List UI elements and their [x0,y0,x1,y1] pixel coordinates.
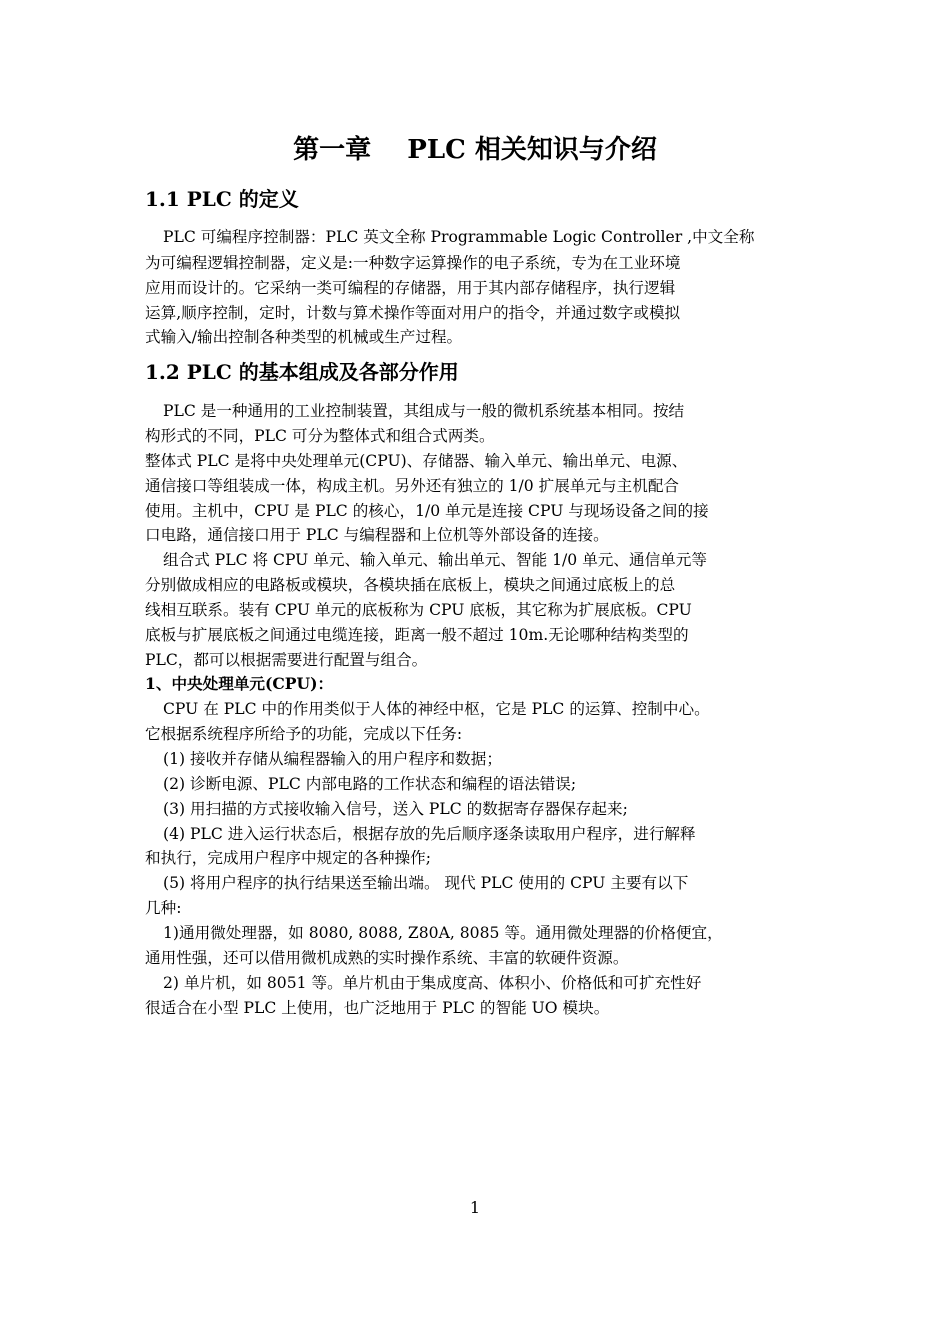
section-heading-definition: 1.1 PLC 的定义 [145,187,299,211]
section-heading-composition: 1.2 PLC 的基本组成及各部分作用 [145,360,459,384]
list-item: (3) 用扫描的方式接收输入信号，送入 PLC 的数据寄存器保存起来; [163,800,628,818]
list-item: 1)通用微处理器，如 8080, 8088, Z80A, 8085 等。通用微处理器的价格便宜， [163,924,723,942]
paragraph-line: 整体式 PLC 是将中央处理单元(CPU)、存储器、输入单元、输出单元、电源、 [145,452,688,470]
paragraph-line: CPU 在 PLC 中的作用类似于人体的神经中枢，它是 PLC 的运算、控制中心。 [163,700,710,718]
paragraph-line: 运算,顺序控制，定时，计数与算术操作等面对用户的指令，并通过数字或模拟 [145,304,681,322]
paragraph-line: 通用性强，还可以借用微机成熟的实时操作系统、丰富的软硬件资源。 [145,949,629,967]
paragraph-line: 它根据系统程序所给予的功能，完成以下任务: [145,725,463,743]
paragraph-line: 通信接口等组装成一体，构成主机。另外还有独立的 1/0 扩展单元与主机配合 [145,477,680,495]
paragraph-line: 口电路，通信接口用于 PLC 与编程器和上位机等外部设备的连接。 [145,526,609,544]
paragraph-line: 底板与扩展底板之间通过电缆连接，距离一般不超过 10m.无论哪种结构类型的 [145,626,689,644]
paragraph-line: 应用而设计的。它采纳一类可编程的存储器，用于其内部存储程序，执行逻辑 [145,279,676,297]
paragraph-line: 式输入/输出控制各种类型的机械或生产过程。 [145,328,463,346]
chapter-title: 第一章 PLC 相关知识与介绍 [293,135,657,165]
list-item: (2) 诊断电源、PLC 内部电路的工作状态和编程的语法错误; [163,775,577,793]
paragraph-line: 使用。主机中，CPU 是 PLC 的核心，1/0 单元是连接 CPU 与现场设备之间的接 [145,502,709,520]
paragraph-line: 分别做成相应的电路板或模块，各模块插在底板上，模块之间通过底板上的总 [145,576,676,594]
paragraph-line: 构形式的不同，PLC 可分为整体式和组合式两类。 [145,427,495,445]
paragraph-line: PLC 是一种通用的工业控制装置，其组成与一般的微机系统基本相同。按结 [163,402,685,420]
document-page [145,0,825,1344]
paragraph-line: PLC，都可以根据需要进行配置与组合。 [145,651,428,669]
page-number: 1 [469,1198,481,1217]
list-item: (1) 接收并存储从编程器输入的用户程序和数据； [163,750,502,768]
paragraph-line: 和执行，完成用户程序中规定的各种操作; [145,849,431,867]
subheading-cpu: 1、中央处理单元(CPU)： [145,674,334,693]
paragraph-line: 线相互联系。装有 CPU 单元的底板称为 CPU 底板，其它称为扩展底板。CPU [145,601,692,619]
paragraph-line: 很适合在小型 PLC 上使用，也广泛地用于 PLC 的智能 UO 模块。 [145,999,610,1017]
list-item: (4) PLC 进入运行状态后，根据存放的先后顺序逐条读取用户程序，进行解释 [163,825,696,843]
list-item: 2) 单片机，如 8051 等。单片机由于集成度高、体积小、价格低和可扩充性好 [163,974,702,992]
paragraph-line: PLC 可编程序控制器：PLC 英文全称 Programmable Logic Controller ,中文全称 [163,228,755,246]
paragraph-line: 为可编程逻辑控制器，定义是:一种数字运算操作的电子系统，专为在工业环境 [145,254,681,272]
list-item: (5) 将用户程序的执行结果送至输出端。 现代 PLC 使用的 CPU 主要有以下 [163,874,689,892]
paragraph-line: 几种: [145,899,182,917]
paragraph-line: 组合式 PLC 将 CPU 单元、输入单元、输出单元、智能 1/0 单元、通信单元等 [163,551,707,569]
